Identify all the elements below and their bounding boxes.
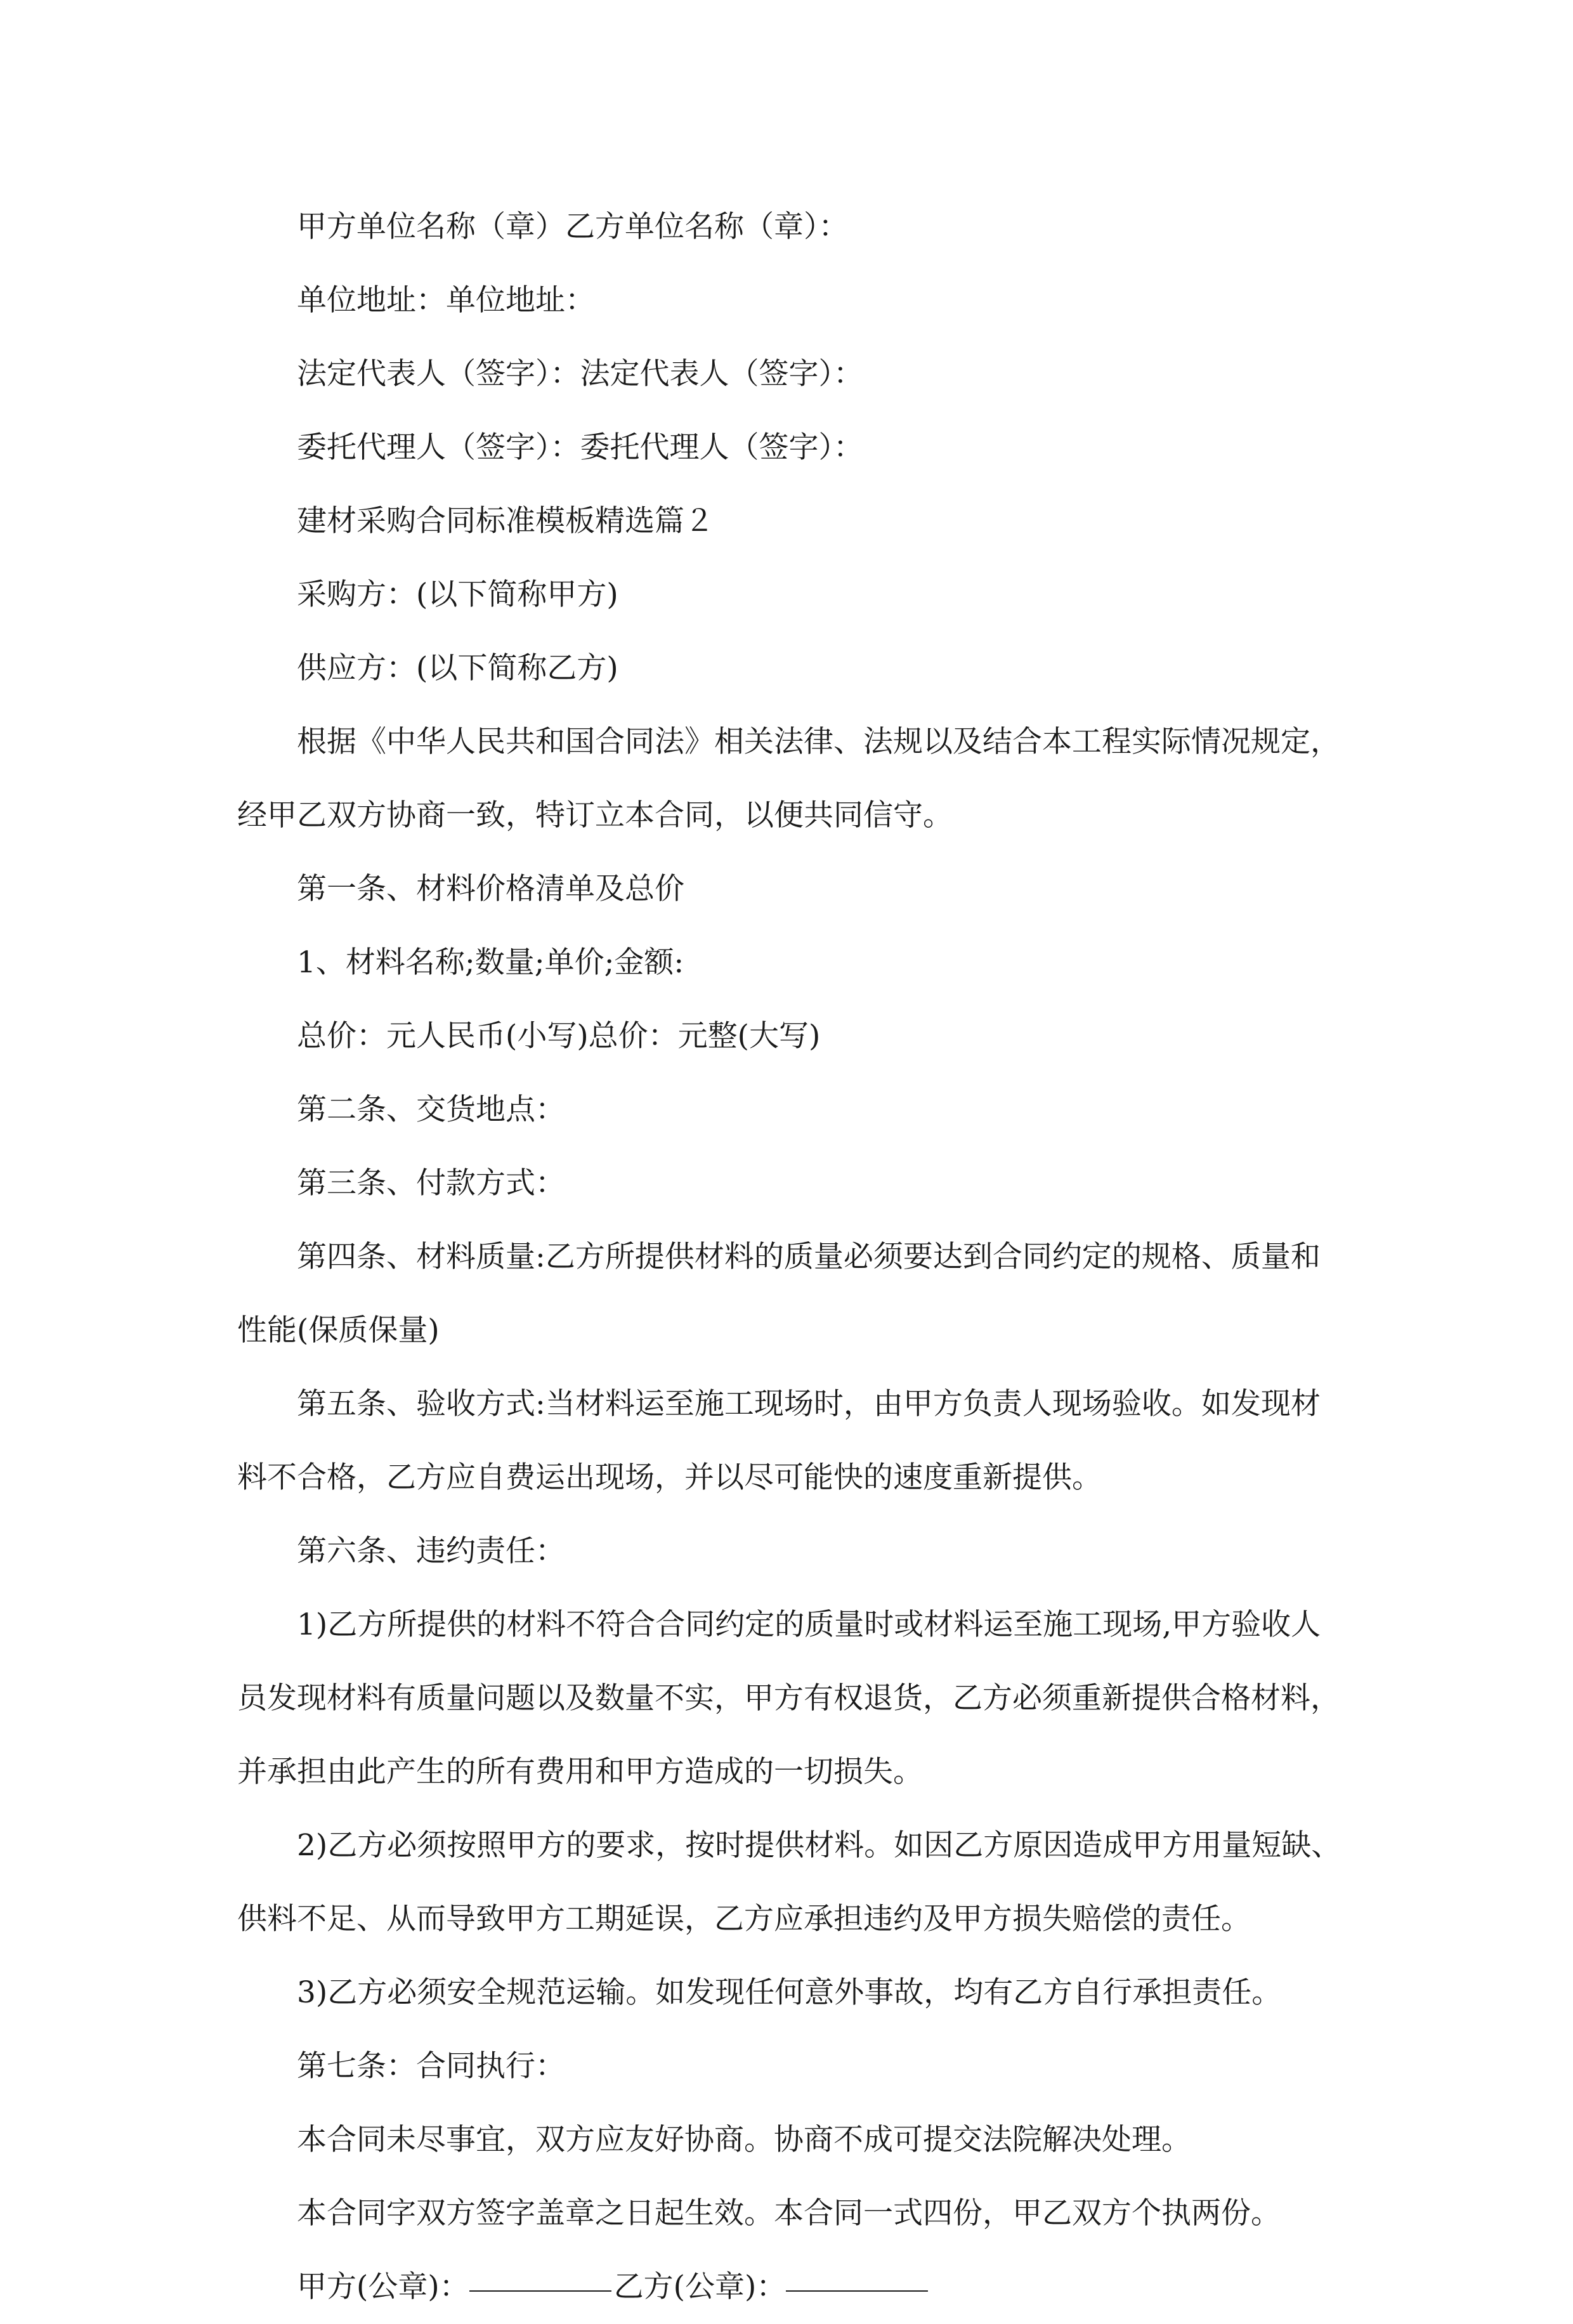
party-a-seal-label: 甲方(公章)：	[297, 2269, 469, 2304]
article-1-total: 总价：元人民币(小写)总价：元整(大写)	[297, 1019, 821, 1054]
paragraph-party-names: 甲方单位名称（章）乙方单位名称（章）：	[297, 209, 849, 244]
article-6-clause-1: 1)乙方所提供的材料不符合合同约定的质量时或材料运至施工现场,甲方验收人员发现材料有质量问题以及数量不实，甲方有权退货，乙方必须重新提供合格材料，并承担由此产生的所有费用和甲方造成的一切损失。	[237, 1607, 1340, 1789]
article-2: 第二条、交货地点：	[297, 1092, 565, 1127]
paragraph-legal-rep: 法定代表人（签字）：法定代表人（签字）：	[297, 356, 863, 391]
paragraph-supplier: 供应方：(以下简称乙方)	[297, 651, 618, 686]
article-6-clause-3: 3)乙方必须安全规范运输。如发现任何意外事故，均有乙方自行承担责任。	[297, 1975, 1282, 2010]
contract-body	[237, 190, 1347, 2324]
article-7-clause-1: 本合同未尽事宜，双方应友好协商。协商不成可提交法院解决处理。	[297, 2122, 1191, 2157]
article-3: 第三条、付款方式：	[297, 1166, 565, 1201]
signature-line	[237, 2250, 1347, 2324]
article-1-item: 1、材料名称;数量;单价;金额:	[297, 945, 684, 980]
article-7-clause-2: 本合同字双方签字盖章之日起生效。本合同一式四份，甲乙双方个执两份。	[297, 2196, 1281, 2231]
article-6-clause-2: 2)乙方必须按照甲方的要求，按时提供材料。如因乙方原因造成甲方用量短缺、供料不足、从而导致甲方工期延误，乙方应承担违约及甲方损失赔偿的责任。	[237, 1828, 1341, 1936]
article-4: 第四条、材料质量:乙方所提供材料的质量必须要达到合同约定的规格、质量和性能(保质保量)	[237, 1239, 1321, 1348]
paragraph-agent: 委托代理人（签字）：委托代理人（签字）：	[297, 430, 863, 465]
article-5: 第五条、验收方式:当材料运至施工现场时，由甲方负责人现场验收。如发现材料不合格，乙方应自费运出现场，并以尽可能快的速度重新提供。	[237, 1387, 1321, 1495]
article-1-heading: 第一条、材料价格清单及总价	[297, 872, 684, 906]
paragraph-buyer: 采购方：(以下简称甲方)	[297, 577, 618, 612]
section-title: 建材采购合同标准模板精选篇２	[297, 504, 714, 539]
party-a-seal-blank	[469, 2290, 611, 2292]
article-6-heading: 第六条、违约责任：	[297, 1534, 565, 1569]
article-7-heading: 第七条：合同执行：	[297, 2049, 565, 2084]
paragraph-preamble: 根据《中华人民共和国合同法》相关法律、法规以及结合本工程实际情况规定，经甲乙双方协商一致，特订立本合同，以便共同信守。	[237, 724, 1340, 833]
paragraph-address: 单位地址：单位地址：	[297, 283, 595, 318]
party-b-seal-label: 乙方(公章)：	[613, 2269, 786, 2304]
party-b-seal-blank	[786, 2290, 928, 2292]
